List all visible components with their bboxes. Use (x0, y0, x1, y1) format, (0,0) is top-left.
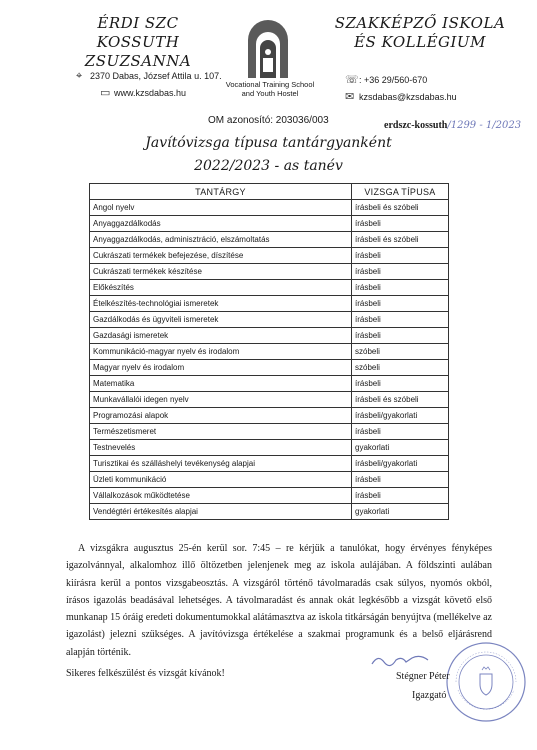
table-row (90, 408, 449, 424)
table-row (90, 360, 449, 376)
subject-cell: Természetismeret (90, 424, 352, 440)
exam-type-cell: írásbeli (352, 312, 449, 328)
table-row (90, 216, 449, 232)
subject-cell: Kommunikáció-magyar nyelv és irodalom (90, 344, 352, 360)
table-row (90, 344, 449, 360)
exam-type-cell: írásbeli/gyakorlati (352, 408, 449, 424)
header-right-line1: SZAKKÉPZŐ ISKOLA (334, 14, 506, 32)
document-title: Javítóvizsga típusa tantárgyanként (145, 135, 392, 151)
subject-cell: Üzleti kommunikáció (90, 472, 352, 488)
table-row (90, 488, 449, 504)
subject-cell: Gazdálkodás és ügyviteli ismeretek (90, 312, 352, 328)
table-row (90, 264, 449, 280)
signatory-name: Stégner Péter (396, 671, 450, 682)
exam-type-cell: írásbeli (352, 472, 449, 488)
table-row (90, 456, 449, 472)
location-pin-icon: ⌖ (76, 70, 83, 82)
exam-type-cell: írásbeli és szóbeli (352, 200, 449, 216)
exam-instructions: A vizsgákra augusztus 25-én kerül sor. 7:45 – re kérjük a tanulókat, hogy érvényes fényképes igazolvánnyal, alkalomhoz illő öltözetben jelenjenek meg az iskola aulájában. A földszinti aulában kiírásra kerül a pontos vizsgabeosztás. A vizsgáról történő távolmaradás csak súlyos, nyomós okból, írásos igazolás beadásával lehetséges. A távolmaradást és annak okát legkésőbb a vizsgát követő első munkanap 15 óráig eredeti dokumentumokkal alátámasztva az iskola titkárságán benyújtva (mellékelve az igazolást) jelezni szükséges. A javítóvizsga értékelése a szakmai programunk és a belső eljárásrend alapján történik. (66, 543, 492, 658)
official-stamp (444, 640, 528, 724)
exam-type-cell: írásbeli és szóbeli (352, 232, 449, 248)
registry-number (384, 120, 521, 131)
exam-type-cell: írásbeli és szóbeli (352, 392, 449, 408)
subject-cell: Programozási alapok (90, 408, 352, 424)
subject-cell: Anyaggazdálkodás (90, 216, 352, 232)
table-row (90, 472, 449, 488)
table-row (90, 392, 449, 408)
table-row (90, 200, 449, 216)
handwritten-signature (370, 650, 430, 672)
exam-type-cell: írásbeli (352, 488, 449, 504)
phone-line (345, 74, 427, 86)
exam-type-cell: szóbeli (352, 344, 449, 360)
address-text: 2370 Dabas, József Attila u. 107. (90, 71, 222, 81)
exam-type-cell: írásbeli (352, 248, 449, 264)
column-header-exam-type: VIZSGA TÍPUSA (352, 184, 449, 200)
exam-type-table (89, 183, 449, 520)
exam-type-cell: gyakorlati (352, 504, 449, 520)
subject-cell: Angol nyelv (90, 200, 352, 216)
subject-cell: Magyar nyelv és irodalom (90, 360, 352, 376)
registry-printed: erdszc-kossuth (384, 120, 448, 131)
exam-type-cell: írásbeli (352, 296, 449, 312)
table-header-row (90, 184, 449, 200)
exam-type-cell: írásbeli (352, 264, 449, 280)
subject-cell: Testnevelés (90, 440, 352, 456)
exam-type-cell: írásbeli (352, 280, 449, 296)
subject-cell: Cukrászati termékek befejezése, díszítése (90, 248, 352, 264)
logo-caption: Vocational Training School and Youth Hostel (225, 80, 315, 98)
school-logo (246, 18, 290, 80)
table-body (90, 200, 449, 520)
table-row (90, 328, 449, 344)
email-link[interactable]: kzsdabas@kzsdabas.hu (359, 92, 457, 102)
registry-handwritten: /1299 - 1/2023 (447, 120, 522, 131)
subject-cell: Cukrászati termékek készítése (90, 264, 352, 280)
om-identifier: OM azonosító: 203036/003 (208, 115, 329, 126)
subject-cell: Matematika (90, 376, 352, 392)
school-name-left (48, 14, 228, 71)
table-row (90, 312, 449, 328)
header-left-line2: KOSSUTH ZSUZSANNA (84, 33, 192, 70)
email-line (345, 91, 457, 103)
table-row (90, 376, 449, 392)
exam-type-cell: írásbeli/gyakorlati (352, 456, 449, 472)
header-right-line2: ÉS KOLLÉGIUM (354, 33, 486, 51)
table-row (90, 280, 449, 296)
subject-cell: Előkészítés (90, 280, 352, 296)
exam-type-cell: írásbeli (352, 424, 449, 440)
website-line (100, 87, 186, 99)
signatory-title: Igazgató (412, 690, 447, 701)
subject-cell: Turisztikai és szálláshelyi tevékenység alapjai (90, 456, 352, 472)
laptop-icon: ▭ (100, 87, 111, 99)
table-row (90, 424, 449, 440)
subject-cell: Anyaggazdálkodás, adminisztráció, elszámoltatás (90, 232, 352, 248)
exam-type-cell: gyakorlati (352, 440, 449, 456)
exam-type-cell: írásbeli (352, 376, 449, 392)
subject-cell: Munkavállalói idegen nyelv (90, 392, 352, 408)
table-row (90, 232, 449, 248)
exam-type-cell: írásbeli (352, 216, 449, 232)
exam-type-cell: írásbeli (352, 328, 449, 344)
subject-cell: Vendégtéri értékesítés alapjai (90, 504, 352, 520)
table-row (90, 248, 449, 264)
school-name-right (320, 14, 520, 52)
email-icon: ✉ (345, 91, 355, 103)
table-row (90, 504, 449, 520)
closing-wish: Sikeres felkészülést és vizsgát kívánok! (66, 668, 225, 679)
table-row (90, 440, 449, 456)
address-line (76, 70, 222, 82)
subject-cell: Vállalkozások működtetése (90, 488, 352, 504)
subject-cell: Ételkészítés-technológiai ismeretek (90, 296, 352, 312)
table-row (90, 296, 449, 312)
school-year: 2022/2023 - as tanév (194, 158, 343, 174)
exam-type-cell: szóbeli (352, 360, 449, 376)
subject-cell: Gazdasági ismeretek (90, 328, 352, 344)
website-link[interactable]: www.kzsdabas.hu (114, 88, 187, 98)
phone-icon: ☏ (345, 74, 359, 86)
column-header-subject: TANTÁRGY (90, 184, 352, 200)
phone-text: : +36 29/560-670 (359, 75, 428, 85)
header-left-line1: ÉRDI SZC (97, 14, 179, 32)
